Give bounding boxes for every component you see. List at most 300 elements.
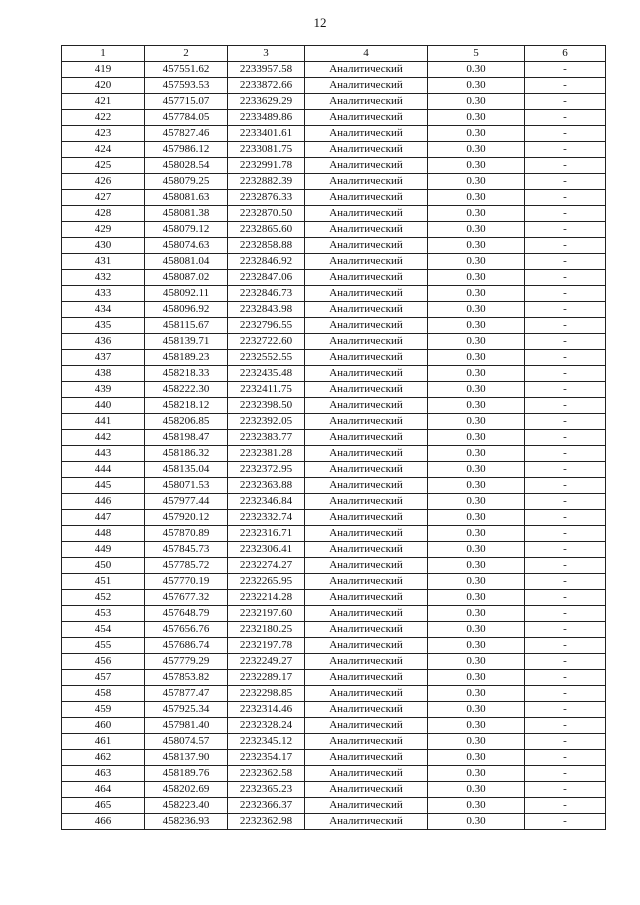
table-cell: 2232383.77 <box>228 430 305 446</box>
table-cell: 0.30 <box>428 398 525 414</box>
column-header: 1 <box>62 46 145 62</box>
table-cell: 2232306.41 <box>228 542 305 558</box>
table-row <box>62 158 606 174</box>
table-cell: Аналитический <box>305 302 428 318</box>
table-row <box>62 462 606 478</box>
table-row <box>62 398 606 414</box>
table-cell: 2232876.33 <box>228 190 305 206</box>
table-cell: - <box>525 446 606 462</box>
table-cell: 458081.38 <box>145 206 228 222</box>
table-cell: - <box>525 478 606 494</box>
table-cell: 458079.25 <box>145 174 228 190</box>
table-cell: 435 <box>62 318 145 334</box>
table-cell: - <box>525 430 606 446</box>
page-number: 12 <box>313 15 327 30</box>
table-cell: 2232870.50 <box>228 206 305 222</box>
table-cell: - <box>525 318 606 334</box>
table-cell: 457853.82 <box>145 670 228 686</box>
table-cell: 0.30 <box>428 110 525 126</box>
table-cell: Аналитический <box>305 446 428 462</box>
table-cell: - <box>525 702 606 718</box>
table-cell: Аналитический <box>305 222 428 238</box>
table-cell: - <box>525 206 606 222</box>
table-cell: Аналитический <box>305 526 428 542</box>
table-row <box>62 430 606 446</box>
table-cell: 438 <box>62 366 145 382</box>
table-cell: 2233081.75 <box>228 142 305 158</box>
table-row <box>62 718 606 734</box>
table-cell: - <box>525 638 606 654</box>
table-cell: Аналитический <box>305 670 428 686</box>
table-cell: Аналитический <box>305 622 428 638</box>
table-cell: 458206.85 <box>145 414 228 430</box>
table-cell: 465 <box>62 798 145 814</box>
table-cell: - <box>525 622 606 638</box>
table-cell: Аналитический <box>305 270 428 286</box>
table-cell: Аналитический <box>305 430 428 446</box>
table-cell: - <box>525 414 606 430</box>
coordinates-table <box>61 45 606 830</box>
table-cell: 2232316.71 <box>228 526 305 542</box>
table-cell: 458189.76 <box>145 766 228 782</box>
table-row <box>62 574 606 590</box>
table-cell: 457 <box>62 670 145 686</box>
table-cell: Аналитический <box>305 510 428 526</box>
table-row <box>62 734 606 750</box>
table-cell: 430 <box>62 238 145 254</box>
table-cell: - <box>525 334 606 350</box>
table-cell: 462 <box>62 750 145 766</box>
table-cell: 457920.12 <box>145 510 228 526</box>
table-cell: 0.30 <box>428 622 525 638</box>
table-cell: - <box>525 734 606 750</box>
table-cell: 439 <box>62 382 145 398</box>
table-cell: 2232372.95 <box>228 462 305 478</box>
table-cell: Аналитический <box>305 494 428 510</box>
table-cell: 0.30 <box>428 382 525 398</box>
table-cell: Аналитический <box>305 798 428 814</box>
table-cell: Аналитический <box>305 414 428 430</box>
table-cell: Аналитический <box>305 478 428 494</box>
table-cell: - <box>525 94 606 110</box>
table-cell: Аналитический <box>305 638 428 654</box>
table-row <box>62 654 606 670</box>
table-cell: 0.30 <box>428 302 525 318</box>
table-cell: - <box>525 782 606 798</box>
column-header: 5 <box>428 46 525 62</box>
table-row <box>62 318 606 334</box>
table-cell: 457925.34 <box>145 702 228 718</box>
table-cell: 441 <box>62 414 145 430</box>
table-row <box>62 78 606 94</box>
table-row <box>62 302 606 318</box>
table-cell: - <box>525 766 606 782</box>
table-cell: 2233872.66 <box>228 78 305 94</box>
table-row <box>62 110 606 126</box>
table-cell: 2232214.28 <box>228 590 305 606</box>
column-header: 2 <box>145 46 228 62</box>
column-header: 4 <box>305 46 428 62</box>
table-cell: 434 <box>62 302 145 318</box>
table-cell: 2232363.88 <box>228 478 305 494</box>
table-cell: 420 <box>62 78 145 94</box>
table-row <box>62 254 606 270</box>
table-cell: 2232435.48 <box>228 366 305 382</box>
table-row <box>62 446 606 462</box>
table-cell: 456 <box>62 654 145 670</box>
table-cell: 457845.73 <box>145 542 228 558</box>
table-cell: Аналитический <box>305 718 428 734</box>
table-cell: 457784.05 <box>145 110 228 126</box>
table-cell: 457656.76 <box>145 622 228 638</box>
table-row <box>62 286 606 302</box>
table-cell: Аналитический <box>305 286 428 302</box>
table-cell: 0.30 <box>428 414 525 430</box>
table-cell: 458028.54 <box>145 158 228 174</box>
table-cell: 0.30 <box>428 270 525 286</box>
table-cell: 458092.11 <box>145 286 228 302</box>
table-cell: Аналитический <box>305 606 428 622</box>
table-cell: 0.30 <box>428 702 525 718</box>
table-cell: - <box>525 238 606 254</box>
table-cell: 457870.89 <box>145 526 228 542</box>
table-cell: 2233401.61 <box>228 126 305 142</box>
table-row <box>62 702 606 718</box>
table-cell: 2232847.06 <box>228 270 305 286</box>
table-cell: Аналитический <box>305 558 428 574</box>
table-cell: Аналитический <box>305 750 428 766</box>
table-cell: Аналитический <box>305 78 428 94</box>
table-cell: 457785.72 <box>145 558 228 574</box>
table-cell: 450 <box>62 558 145 574</box>
table-cell: - <box>525 670 606 686</box>
table-cell: 0.30 <box>428 510 525 526</box>
table-cell: 0.30 <box>428 238 525 254</box>
table-cell: 453 <box>62 606 145 622</box>
table-cell: Аналитический <box>305 142 428 158</box>
table-cell: 2232865.60 <box>228 222 305 238</box>
table-cell: 458079.12 <box>145 222 228 238</box>
table-row <box>62 622 606 638</box>
table-cell: 2232362.98 <box>228 814 305 830</box>
table-header-row <box>62 46 606 62</box>
table-cell: 458223.40 <box>145 798 228 814</box>
table-cell: 431 <box>62 254 145 270</box>
table-row <box>62 606 606 622</box>
table-cell: 447 <box>62 510 145 526</box>
table-cell: - <box>525 590 606 606</box>
table-cell: 455 <box>62 638 145 654</box>
table-cell: Аналитический <box>305 254 428 270</box>
table-cell: - <box>525 814 606 830</box>
table-cell: 0.30 <box>428 254 525 270</box>
table-cell: - <box>525 254 606 270</box>
table-cell: 0.30 <box>428 350 525 366</box>
table-row <box>62 798 606 814</box>
table-cell: 458071.53 <box>145 478 228 494</box>
table-cell: 448 <box>62 526 145 542</box>
table-cell: 461 <box>62 734 145 750</box>
table-cell: 2232289.17 <box>228 670 305 686</box>
table-cell: 0.30 <box>428 190 525 206</box>
table-cell: 2232332.74 <box>228 510 305 526</box>
table-row <box>62 766 606 782</box>
table-cell: 458218.33 <box>145 366 228 382</box>
table-cell: - <box>525 158 606 174</box>
column-header: 6 <box>525 46 606 62</box>
table-cell: 432 <box>62 270 145 286</box>
table-cell: 428 <box>62 206 145 222</box>
table-cell: 457593.53 <box>145 78 228 94</box>
table-cell: 445 <box>62 478 145 494</box>
table-cell: 0.30 <box>428 94 525 110</box>
table-cell: 2232180.25 <box>228 622 305 638</box>
table-cell: Аналитический <box>305 62 428 78</box>
table-cell: 458081.04 <box>145 254 228 270</box>
table-cell: 457648.79 <box>145 606 228 622</box>
table-cell: 2232249.27 <box>228 654 305 670</box>
table-cell: Аналитический <box>305 462 428 478</box>
table-cell: - <box>525 494 606 510</box>
table-cell: Аналитический <box>305 190 428 206</box>
table-row <box>62 222 606 238</box>
table-cell: 457986.12 <box>145 142 228 158</box>
table-cell: - <box>525 542 606 558</box>
table-cell: Аналитический <box>305 766 428 782</box>
table-cell: Аналитический <box>305 734 428 750</box>
table-cell: 2233629.29 <box>228 94 305 110</box>
table-cell: Аналитический <box>305 590 428 606</box>
table-row <box>62 238 606 254</box>
table-cell: 423 <box>62 126 145 142</box>
table-cell: 458236.93 <box>145 814 228 830</box>
table-cell: 2232882.39 <box>228 174 305 190</box>
table-cell: 440 <box>62 398 145 414</box>
column-header: 3 <box>228 46 305 62</box>
table-cell: 457686.74 <box>145 638 228 654</box>
table-cell: 0.30 <box>428 542 525 558</box>
table-cell: 2232381.28 <box>228 446 305 462</box>
table-cell: 0.30 <box>428 686 525 702</box>
table-cell: Аналитический <box>305 702 428 718</box>
table-cell: 0.30 <box>428 670 525 686</box>
table-cell: 0.30 <box>428 142 525 158</box>
table-row <box>62 126 606 142</box>
table-cell: Аналитический <box>305 782 428 798</box>
table-row <box>62 782 606 798</box>
table-cell: 2232411.75 <box>228 382 305 398</box>
table-cell: - <box>525 270 606 286</box>
table-row <box>62 366 606 382</box>
table-cell: 458139.71 <box>145 334 228 350</box>
table-cell: 0.30 <box>428 558 525 574</box>
table-cell: 2232346.84 <box>228 494 305 510</box>
table-cell: 458074.57 <box>145 734 228 750</box>
table-cell: 429 <box>62 222 145 238</box>
table-cell: Аналитический <box>305 542 428 558</box>
table-cell: 0.30 <box>428 126 525 142</box>
table-cell: 0.30 <box>428 734 525 750</box>
table-cell: 436 <box>62 334 145 350</box>
table-cell: 457827.46 <box>145 126 228 142</box>
table-cell: 2232796.55 <box>228 318 305 334</box>
table-row <box>62 94 606 110</box>
table-row <box>62 206 606 222</box>
table-cell: 457677.32 <box>145 590 228 606</box>
table-cell: 0.30 <box>428 222 525 238</box>
table-row <box>62 190 606 206</box>
table-cell: 0.30 <box>428 606 525 622</box>
table-cell: 0.30 <box>428 654 525 670</box>
table-cell: 0.30 <box>428 62 525 78</box>
table-cell: - <box>525 750 606 766</box>
table-cell: 458186.32 <box>145 446 228 462</box>
table-cell: 2232362.58 <box>228 766 305 782</box>
table-cell: 427 <box>62 190 145 206</box>
table-cell: 0.30 <box>428 334 525 350</box>
table-cell: Аналитический <box>305 574 428 590</box>
table-cell: 2233489.86 <box>228 110 305 126</box>
table-cell: Аналитический <box>305 366 428 382</box>
table-cell: 0.30 <box>428 814 525 830</box>
table-row <box>62 334 606 350</box>
table-cell: 0.30 <box>428 574 525 590</box>
table-cell: Аналитический <box>305 174 428 190</box>
table-cell: 454 <box>62 622 145 638</box>
table-cell: 2232197.60 <box>228 606 305 622</box>
table-cell: 464 <box>62 782 145 798</box>
table-cell: - <box>525 526 606 542</box>
table-cell: 444 <box>62 462 145 478</box>
table-cell: 0.30 <box>428 174 525 190</box>
table-cell: 458218.12 <box>145 398 228 414</box>
table-cell: - <box>525 286 606 302</box>
table-row <box>62 510 606 526</box>
table-cell: - <box>525 382 606 398</box>
table-cell: 0.30 <box>428 766 525 782</box>
table-cell: 2232345.12 <box>228 734 305 750</box>
table-cell: Аналитический <box>305 686 428 702</box>
table-cell: 0.30 <box>428 494 525 510</box>
table-cell: 2232298.85 <box>228 686 305 702</box>
table-cell: 452 <box>62 590 145 606</box>
table-cell: 425 <box>62 158 145 174</box>
table-cell: - <box>525 110 606 126</box>
table-cell: Аналитический <box>305 350 428 366</box>
table-row <box>62 142 606 158</box>
table-cell: 0.30 <box>428 446 525 462</box>
table-row <box>62 590 606 606</box>
table-cell: Аналитический <box>305 110 428 126</box>
table-cell: Аналитический <box>305 94 428 110</box>
table-cell: Аналитический <box>305 398 428 414</box>
table-cell: - <box>525 126 606 142</box>
table-cell: Аналитический <box>305 382 428 398</box>
table-cell: 0.30 <box>428 638 525 654</box>
table-row <box>62 638 606 654</box>
table-cell: 443 <box>62 446 145 462</box>
table-cell: 458074.63 <box>145 238 228 254</box>
table-cell: Аналитический <box>305 126 428 142</box>
table-cell: - <box>525 462 606 478</box>
table-cell: 2232328.24 <box>228 718 305 734</box>
table-cell: 457779.29 <box>145 654 228 670</box>
table-row <box>62 270 606 286</box>
table-cell: - <box>525 174 606 190</box>
table-cell: Аналитический <box>305 318 428 334</box>
table-cell: - <box>525 350 606 366</box>
table-cell: - <box>525 62 606 78</box>
table-cell: 458137.90 <box>145 750 228 766</box>
table-cell: 437 <box>62 350 145 366</box>
table-cell: 457770.19 <box>145 574 228 590</box>
table-cell: Аналитический <box>305 654 428 670</box>
table-cell: 458222.30 <box>145 382 228 398</box>
table-cell: 458202.69 <box>145 782 228 798</box>
table-cell: 0.30 <box>428 318 525 334</box>
table-cell: 0.30 <box>428 750 525 766</box>
table-cell: 2232197.78 <box>228 638 305 654</box>
table-cell: 2232991.78 <box>228 158 305 174</box>
table-cell: 419 <box>62 62 145 78</box>
table-cell: 2232365.23 <box>228 782 305 798</box>
table-cell: 0.30 <box>428 286 525 302</box>
table-row <box>62 750 606 766</box>
table-cell: Аналитический <box>305 334 428 350</box>
table-cell: 458081.63 <box>145 190 228 206</box>
table-row <box>62 382 606 398</box>
table-cell: 2232274.27 <box>228 558 305 574</box>
table-cell: 466 <box>62 814 145 830</box>
table-cell: 0.30 <box>428 798 525 814</box>
table-cell: 2232265.95 <box>228 574 305 590</box>
table-cell: 458096.92 <box>145 302 228 318</box>
table-cell: 457977.44 <box>145 494 228 510</box>
table-cell: 442 <box>62 430 145 446</box>
table-cell: 446 <box>62 494 145 510</box>
table-cell: 451 <box>62 574 145 590</box>
table-cell: 2232843.98 <box>228 302 305 318</box>
table-cell: 424 <box>62 142 145 158</box>
table-row <box>62 686 606 702</box>
table-row <box>62 814 606 830</box>
table-row <box>62 526 606 542</box>
table-cell: 458 <box>62 686 145 702</box>
table-cell: 2233957.58 <box>228 62 305 78</box>
table-cell: Аналитический <box>305 238 428 254</box>
table-cell: Аналитический <box>305 206 428 222</box>
table-body <box>62 62 606 830</box>
table-cell: - <box>525 398 606 414</box>
table-cell: 0.30 <box>428 366 525 382</box>
table-row <box>62 478 606 494</box>
table-cell: 2232846.73 <box>228 286 305 302</box>
table-cell: 463 <box>62 766 145 782</box>
table-cell: 457877.47 <box>145 686 228 702</box>
table-cell: 460 <box>62 718 145 734</box>
table-cell: 0.30 <box>428 430 525 446</box>
table-cell: 0.30 <box>428 526 525 542</box>
table-cell: 2232858.88 <box>228 238 305 254</box>
table-cell: 2232846.92 <box>228 254 305 270</box>
table-cell: 421 <box>62 94 145 110</box>
table-cell: 426 <box>62 174 145 190</box>
table-cell: - <box>525 558 606 574</box>
table-cell: 0.30 <box>428 158 525 174</box>
table-cell: 457715.07 <box>145 94 228 110</box>
table-cell: 459 <box>62 702 145 718</box>
table-cell: 433 <box>62 286 145 302</box>
